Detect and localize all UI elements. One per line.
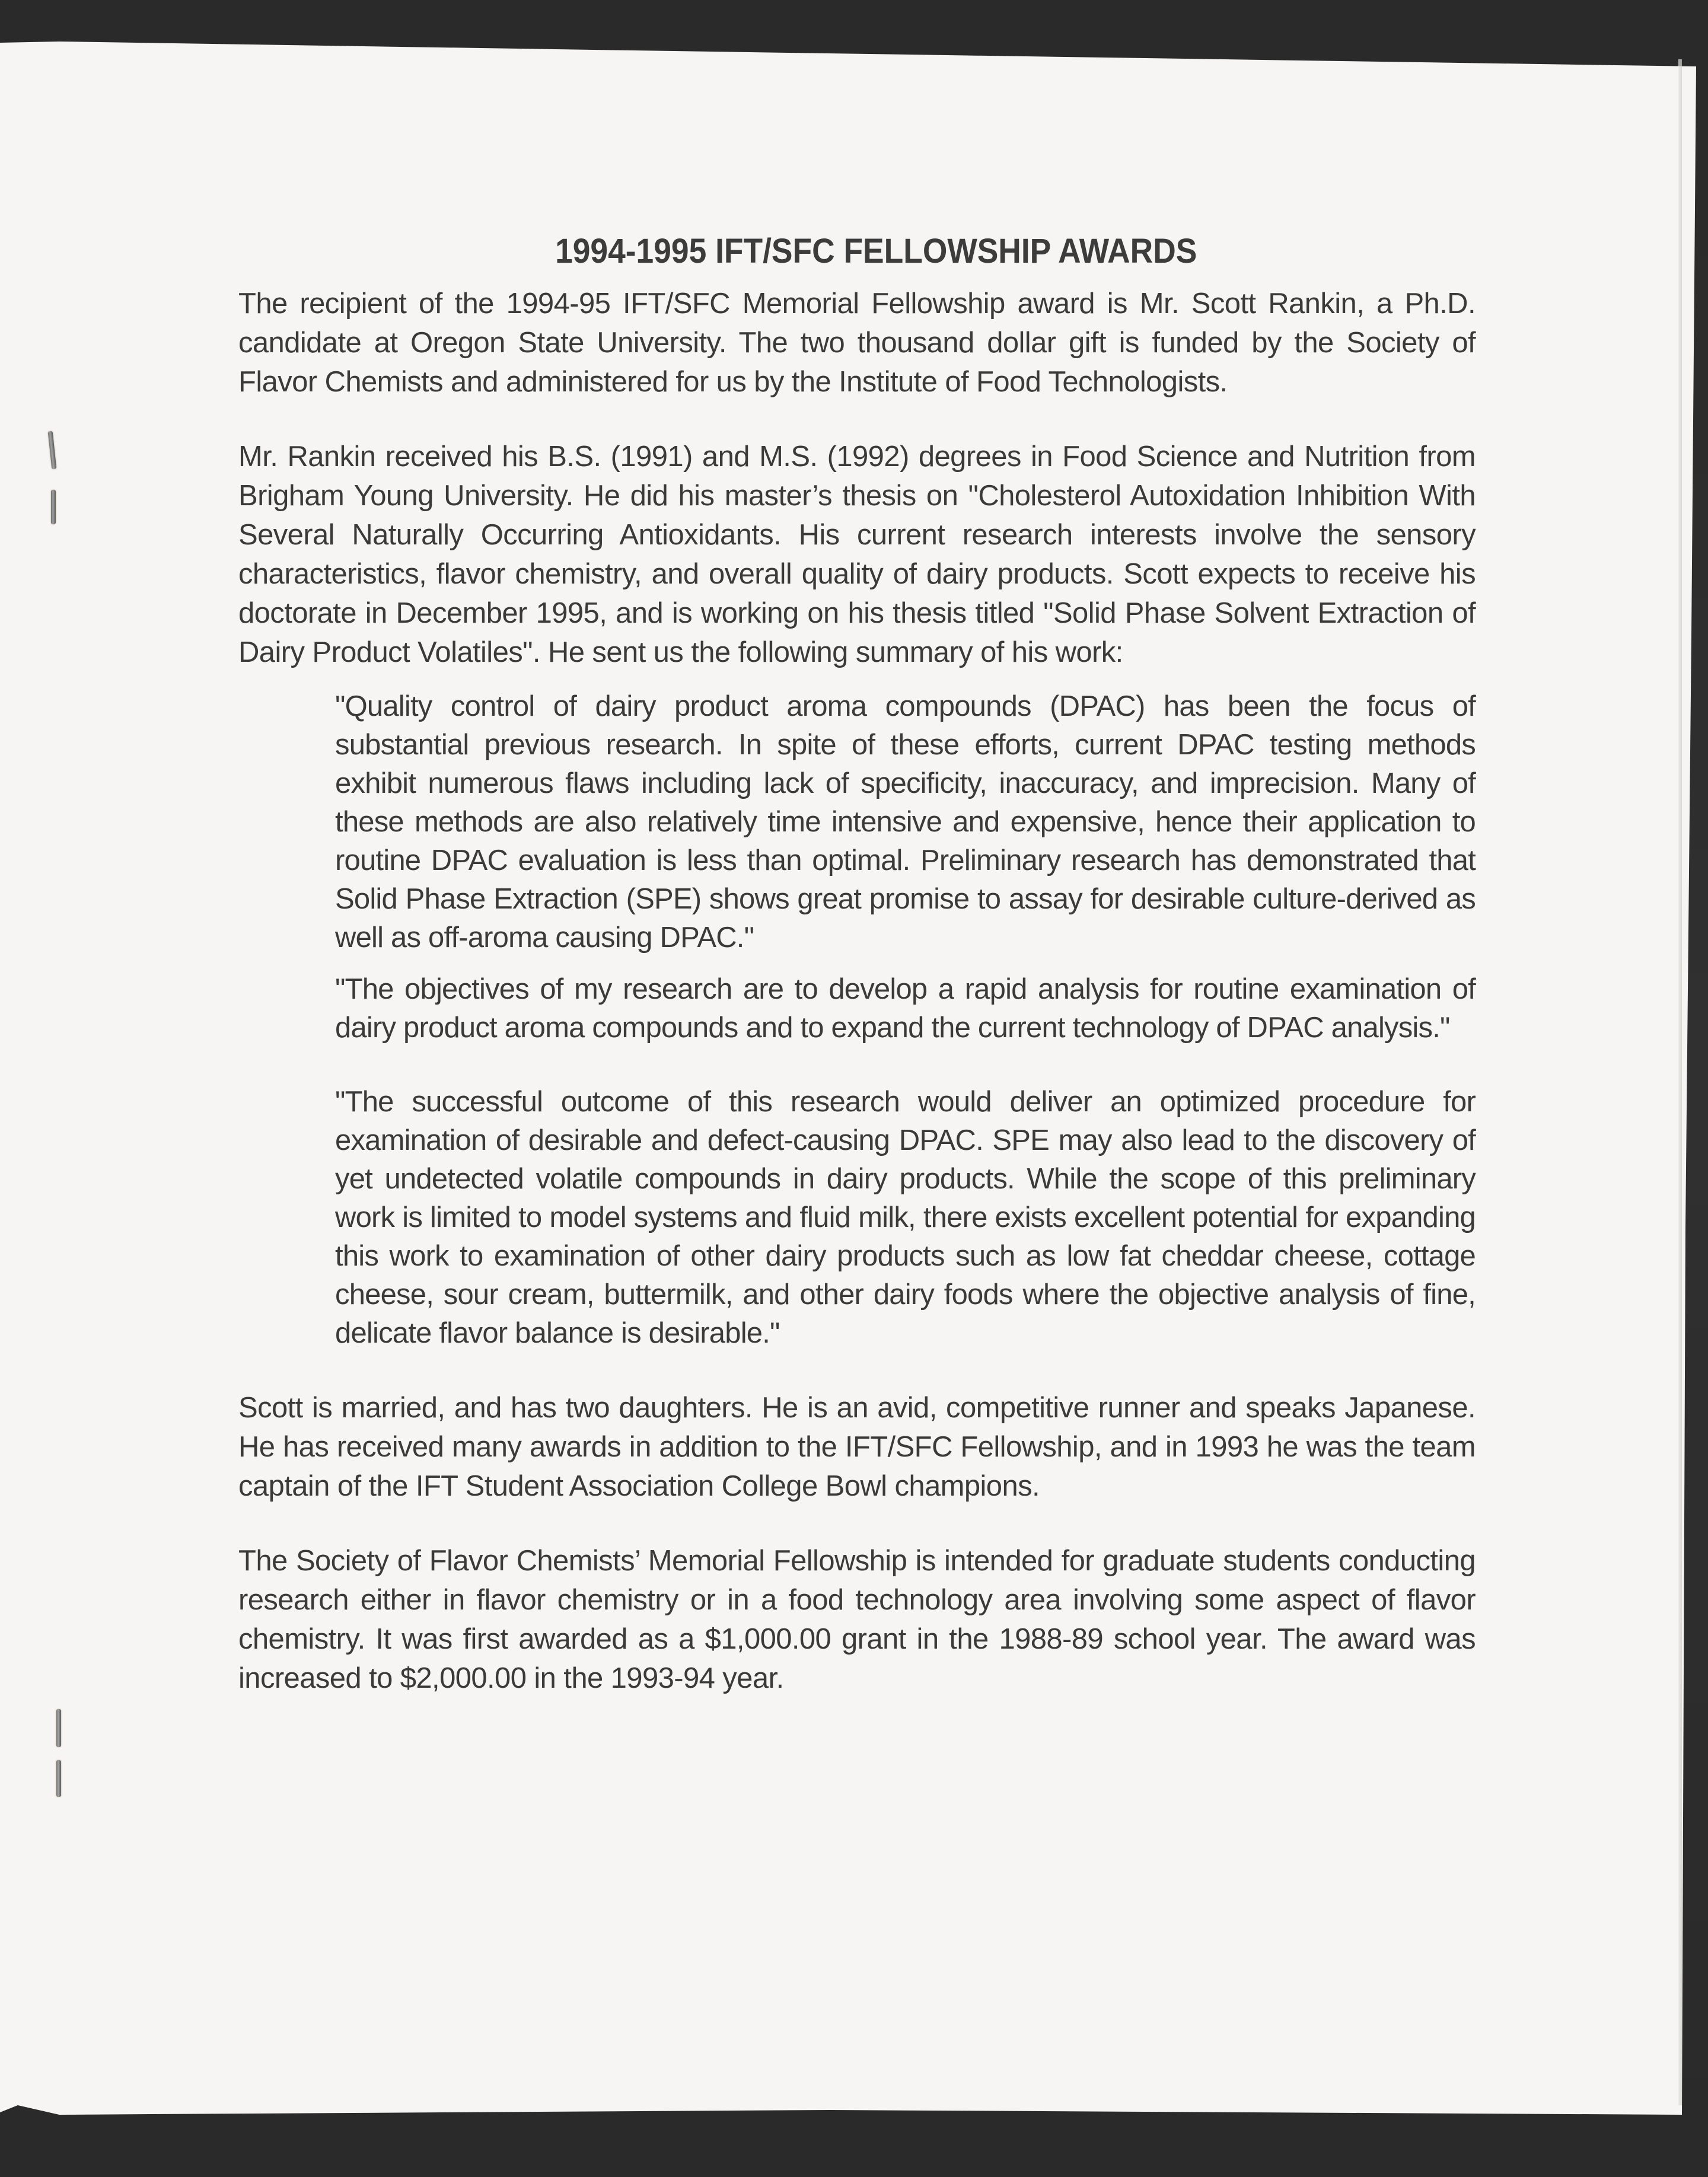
fellowship-info-paragraph: The Society of Flavor Chemists’ Memorial Fellowship is intended for graduate students conducting research either in flavor chemistry or in a food technology area involving some aspect of flavor chemistry. It was first awarded as a $1,000.00 grant in the 1988-89 school year. The award was increased to $2,000.00 in the 1993-94 year. xyxy=(238,1545,1476,1694)
summary-quote: "Quality control of dairy product aroma compounds (DPAC) has been the focus of substantial previous research. In spite of these efforts, current DPAC testing methods exhibit numerous flaws including lack of specificity, inaccuracy, and imprecision. Many of these methods are also relatively time intensive and expensive, hence their application to routine DPAC evaluation is less than optimal. Preliminary research has demonstrated that Solid Phase Extraction (SPE) shows great promise to assay for desirable culture-derived as well as off-aroma causing DPAC." xyxy=(335,690,1476,954)
page-title: 1994-1995 IFT/SFC FELLOWSHIP AWARDS xyxy=(555,232,1197,270)
staple-icon xyxy=(56,1760,61,1797)
staple-icon xyxy=(51,490,56,524)
personal-paragraph: Scott is married, and has two daughters. He is an avid, competitive runner and speaks Japanese. He has received many awards in addition to the IFT/SFC Fellowship, and in 1993 he was the team captain of the IFT Student Association College Bowl champions. xyxy=(238,1392,1476,1502)
intro-paragraph: The recipient of the 1994-95 IFT/SFC Memorial Fellowship award is Mr. Scott Rankin, a Ph.D. candidate at Oregon State University. The two thousand dollar gift is funded by the Society of Flavor Chemists and administered for us by the Institute of Food Technologists. xyxy=(238,288,1476,398)
page-edge xyxy=(1678,59,1682,2105)
staple-icon xyxy=(56,1709,61,1747)
outcome-quote: "The successful outcome of this research would deliver an optimized procedure for examination of desirable and defect-causing DPAC. SPE may also lead to the discovery of yet undetected volatile compounds in dairy products. While the scope of this preliminary work is limited to model systems and fluid milk, there exists excellent potential for expanding this work to examination of other dairy products such as low fat cheddar cheese, cottage cheese, sour cream, buttermilk, and other dairy foods where the objective analysis of fine, delicate flavor balance is desirable." xyxy=(335,1086,1476,1349)
document-body xyxy=(238,225,1476,1698)
background-paragraph: Mr. Rankin received his B.S. (1991) and M.S. (1992) degrees in Food Science and Nutrition from Brigham Young University. He did his master’s thesis on "Cholesterol Autoxidation Inhibition With Several Naturally Occurring Antioxidants. His current research interests involve the sensory characteristics, flavor chemistry, and overall quality of dairy products. Scott expects to receive his doctorate in December 1995, and is working on his thesis titled "Solid Phase Solvent Extraction of Dairy Product Volatiles". He sent us the following summary of his work: xyxy=(238,441,1476,668)
objectives-quote: "The objectives of my research are to develop a rapid analysis for routine examination of dairy product aroma compounds and to expand the current technology of DPAC analysis." xyxy=(335,973,1476,1044)
